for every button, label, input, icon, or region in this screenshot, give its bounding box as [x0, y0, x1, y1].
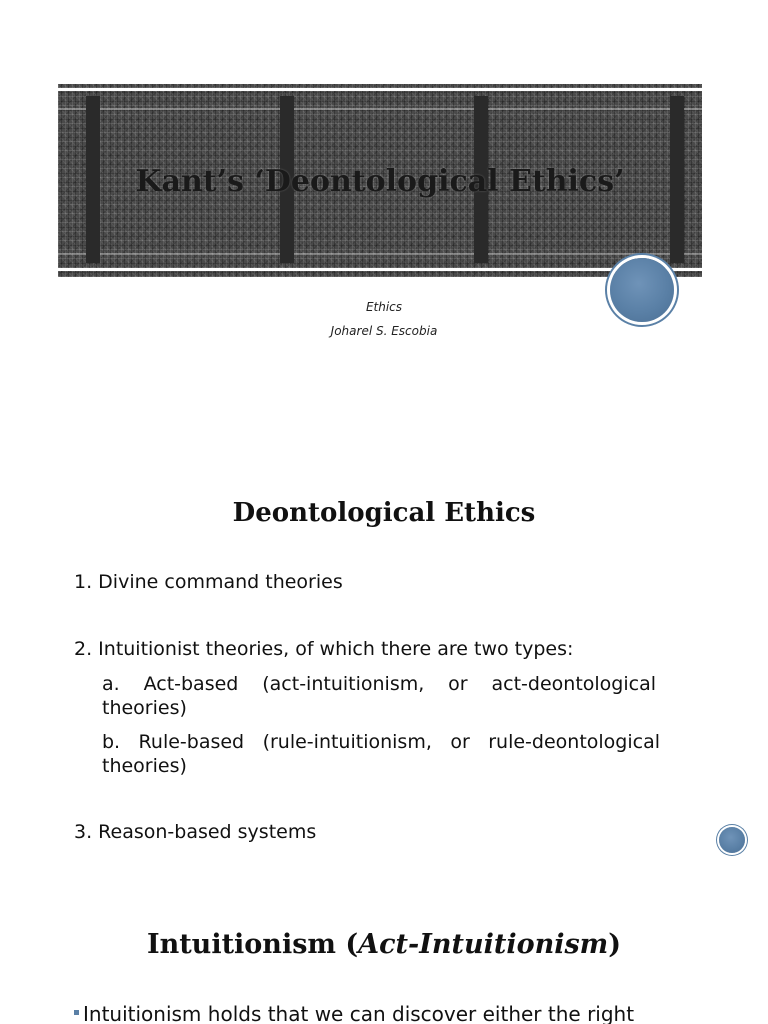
- bullet-text: Intuitionism holds that we can discover either the right: [83, 1002, 635, 1024]
- sub-list-item: b. Rule-based (rule-intuitionism, or rule-deontological theories): [102, 731, 660, 777]
- slide-title: Kant’s ‘Deontological Ethics’: [135, 164, 625, 199]
- heading-italic: Act-Intuitionism: [358, 929, 609, 960]
- slide-heading: Deontological Ethics: [232, 498, 536, 528]
- square-bullet-icon: [74, 1010, 79, 1015]
- heading-suffix: ): [608, 929, 622, 960]
- list-item: 3. Reason-based systems: [74, 821, 317, 843]
- banner-band-bottom: [58, 253, 702, 255]
- course-subtitle: Ethics: [365, 300, 403, 314]
- list-item: 2. Intuitionist theories, of which there are two types:: [74, 638, 574, 660]
- decorative-circle-icon: [719, 827, 745, 853]
- title-slide: [0, 0, 768, 405]
- bullet-item: [74, 1002, 694, 1024]
- sub-list-item: a. Act-based (act-intuitionism, or act-deontological theories): [102, 673, 656, 719]
- list-item: 1. Divine command theories: [74, 571, 343, 593]
- author-subtitle: Joharel S. Escobia: [330, 324, 438, 338]
- banner-band-top: [58, 108, 702, 110]
- slide-heading: [0, 929, 768, 960]
- heading-prefix: Intuitionism (: [146, 929, 359, 960]
